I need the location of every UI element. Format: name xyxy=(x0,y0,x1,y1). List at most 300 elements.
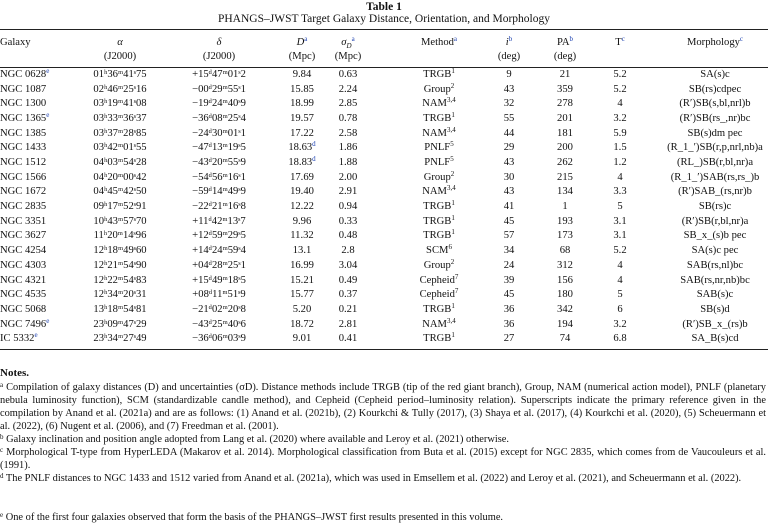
cell-delta-text: −22ᵈ21ᵐ16ˢ8 xyxy=(192,201,246,213)
cell-morph-text: (R_1_′)SAB(rs,rs_)b xyxy=(670,171,760,183)
cell-alpha xyxy=(93,141,146,155)
cell-t-text: 4 xyxy=(617,259,623,271)
cell-pa-text: 68 xyxy=(559,245,571,257)
cell-delta-text: +04ᵈ28ᵐ25ˢ1 xyxy=(192,259,246,271)
subscript: D xyxy=(346,42,352,51)
cell-pa xyxy=(557,171,573,185)
cell-delta-text: −00ᵈ29ᵐ55ˢ1 xyxy=(192,83,246,95)
cell-morph xyxy=(687,127,742,141)
cell-t-text: 5.2 xyxy=(613,69,627,80)
cell-d-text: 18.99 xyxy=(290,98,314,110)
cell-sigma-text: 0.48 xyxy=(338,230,358,242)
cell-sigma-text: 0.78 xyxy=(338,113,358,125)
cell-sigma-text: 1.88 xyxy=(338,157,358,169)
cell-delta xyxy=(192,112,246,126)
cell-galaxy-text: NGC 5068 xyxy=(0,303,47,315)
cell-incl-text: 39 xyxy=(503,274,515,286)
superscript: 7 xyxy=(454,287,459,296)
cell-alpha xyxy=(93,318,146,332)
cell-morph-text: (R′)SAB_(rs,nr)b xyxy=(678,186,752,198)
cell-pa xyxy=(557,303,573,317)
cell-t xyxy=(617,97,622,111)
cell-method xyxy=(420,288,459,302)
cell-galaxy xyxy=(0,97,46,111)
cell-method xyxy=(424,156,453,170)
note-d-text: The PNLF distances to NGC 1433 and 1512 varied from Anand et al. (2021a), which was used in Emsellem et al. (2022) and Leroy et al. (2021), and Scheuermann et al. (2022). xyxy=(5,473,742,484)
cell-sigma xyxy=(339,83,358,97)
cell-pa xyxy=(557,229,573,243)
superscript: 2 xyxy=(450,81,455,90)
superscript: 1 xyxy=(451,111,455,120)
cell-galaxy-text: NGC 3627 xyxy=(0,230,47,242)
cell-t-text: 3.1 xyxy=(613,215,627,227)
cell-morph-text: (R_1_′)SB(r,p,nrl,nb)a xyxy=(667,142,763,154)
cell-d-text: 15.77 xyxy=(290,289,314,301)
cell-d xyxy=(290,200,314,214)
note-a-text: Compilation of galaxy distances (D) and uncertainties (σD). Distance methods include TRGB (tip of the red giant branch), Group, NAM (numerical action model), PNLF (planetary nebula luminosity function), SCM (standardizable candle method), and Cepheid (Cepheid period–luminosity relation). Superscripts indicate the primary reference given in the compilation by Anand et al. (2021a) and are as follows: (1) Anand et al. (2021b), (2) Kourkchi & Tully (2017), (3) Shaya et al. (2017), (4) Kourkchi et al. (2020), (5) Scheuermann et al. (2022), (6) Nugent et al. (2006), and (7) Freedman et al. (2001). xyxy=(0,382,766,432)
cell-d-text: 18.72 xyxy=(290,318,314,330)
cell-method xyxy=(424,83,455,97)
superscript: 6 xyxy=(448,243,452,252)
superscript: e xyxy=(46,111,50,120)
cell-galaxy xyxy=(0,215,46,229)
cell-morph-text: SAB(s)c xyxy=(696,289,734,301)
cell-t xyxy=(613,83,626,97)
cell-method-text: TRGB xyxy=(423,303,452,315)
cell-delta-text: −21ᵈ02ᵐ20ˢ8 xyxy=(192,303,246,315)
cell-d-text: 18.63 xyxy=(288,142,313,154)
cell-delta xyxy=(192,215,245,229)
cell-sigma-text: 0.41 xyxy=(338,333,358,345)
cell-pa-text: 74 xyxy=(559,333,571,345)
cell-pa-text: 134 xyxy=(557,186,573,198)
cell-morph-text: SB(s)d xyxy=(700,303,730,315)
cell-method-text: SCM xyxy=(426,245,449,257)
cell-d xyxy=(290,83,314,97)
cell-pa-text: 173 xyxy=(557,230,573,242)
cell-delta xyxy=(192,259,246,273)
cell-morph-text: SA(s)c xyxy=(700,69,730,80)
superscript: 3,4 xyxy=(446,316,456,325)
cell-galaxy-text: NGC 1512 xyxy=(0,157,47,169)
header-method-label: Method xyxy=(420,37,454,48)
cell-sigma xyxy=(339,141,358,155)
cell-t-text: 1.2 xyxy=(613,157,627,169)
cell-sigma xyxy=(339,68,358,82)
note-b: $^b$ Galaxy inclination and position angle adopted from Lang et al. (2020) where available and Leroy et al. (2021) otherwise. xyxy=(0,433,510,445)
cell-t-text: 6.8 xyxy=(613,333,627,345)
cell-pa-text: 21 xyxy=(559,69,571,80)
cell-t-text: 3.2 xyxy=(613,318,627,330)
cell-delta-text: −47ᵈ13ᵐ19ˢ5 xyxy=(192,142,246,154)
cell-pa-text: 215 xyxy=(557,171,573,183)
header-incl-unit xyxy=(498,50,520,63)
superscript: e xyxy=(34,331,38,340)
header-alpha-unit xyxy=(104,50,136,63)
cell-morph xyxy=(692,244,739,258)
superscript: a xyxy=(351,35,355,43)
cell-morph-text: SA(s)c pec xyxy=(691,245,739,257)
superscript: a xyxy=(304,35,308,43)
cell-t xyxy=(613,332,626,346)
cell-pa-text: 1 xyxy=(562,201,568,213)
header-d-label: D xyxy=(296,37,305,48)
cell-incl xyxy=(504,156,515,170)
cell-pa-text: 181 xyxy=(557,127,573,139)
cell-incl xyxy=(504,200,515,214)
cell-t xyxy=(617,288,622,302)
cell-alpha-text: 03ʰ33ᵐ36ˢ37 xyxy=(93,113,147,125)
cell-method xyxy=(423,112,455,126)
cell-incl-text: 57 xyxy=(503,230,515,242)
cell-incl xyxy=(504,127,515,141)
cell-alpha-text: 03ʰ37ᵐ28ˢ85 xyxy=(93,127,147,139)
header-sigma-unit-text: (Mpc) xyxy=(334,51,362,62)
cell-galaxy xyxy=(0,332,38,346)
cell-alpha xyxy=(93,156,146,170)
cell-t xyxy=(617,274,622,288)
cell-pa xyxy=(557,141,573,155)
cell-alpha-text: 23ʰ09ᵐ47ˢ29 xyxy=(93,318,147,330)
cell-pa-text: 201 xyxy=(557,113,573,125)
cell-d xyxy=(290,229,313,243)
cell-morph xyxy=(700,303,729,317)
cell-morph xyxy=(679,97,750,111)
cell-method-text: PNLF xyxy=(424,142,451,154)
cell-t-text: 5 xyxy=(617,289,623,301)
cell-morph xyxy=(691,332,738,346)
cell-incl-text: 27 xyxy=(503,333,515,345)
cell-galaxy xyxy=(0,171,46,185)
superscript: b xyxy=(508,35,513,43)
cell-t xyxy=(617,259,622,273)
cell-delta-text: −43ᵈ20ᵐ55ˢ9 xyxy=(192,157,246,169)
cell-sigma xyxy=(339,127,358,141)
cell-morph xyxy=(682,215,749,229)
cell-morph-text: (RL_)SB(r,bl,nr)a xyxy=(676,157,754,169)
cell-t-text: 3.3 xyxy=(613,186,627,198)
cell-incl-text: 41 xyxy=(503,201,515,213)
header-galaxy xyxy=(0,36,31,49)
cell-delta-text: −59ᵈ14ᵐ49ˢ9 xyxy=(192,186,246,198)
header-incl-unit-text: (deg) xyxy=(497,51,521,62)
cell-galaxy xyxy=(0,200,46,214)
cell-pa xyxy=(562,200,567,214)
cell-alpha-text: 02ʰ46ᵐ25ˢ16 xyxy=(93,83,147,95)
cell-pa xyxy=(557,127,573,141)
cell-t xyxy=(617,171,622,185)
cell-d xyxy=(288,156,315,170)
cell-method xyxy=(422,185,455,199)
cell-incl xyxy=(504,141,515,155)
cell-alpha xyxy=(93,259,146,273)
cell-pa xyxy=(560,68,571,82)
cell-delta xyxy=(192,171,246,185)
cell-method-text: Group xyxy=(423,83,451,95)
cell-galaxy xyxy=(0,112,49,126)
cell-alpha-text: 09ʰ17ᵐ52ˢ91 xyxy=(93,201,147,213)
superscript: c xyxy=(621,35,625,43)
cell-morph xyxy=(678,185,752,199)
cell-d-text: 12.22 xyxy=(290,201,314,213)
cell-incl-text: 55 xyxy=(503,113,515,125)
cell-d xyxy=(290,259,314,273)
cell-sigma xyxy=(339,215,358,229)
cell-delta-text: +08ᵈ11ᵐ51ˢ9 xyxy=(192,289,246,301)
cell-method-text: PNLF xyxy=(424,157,451,169)
cell-method-text: NAM xyxy=(422,186,447,198)
cell-pa xyxy=(557,83,573,97)
cell-d xyxy=(290,127,314,141)
header-pa-unit-text: (deg) xyxy=(553,51,577,62)
cell-delta-text: −19ᵈ24ᵐ40ˢ9 xyxy=(192,98,246,110)
header-d xyxy=(297,36,308,49)
cell-d-text: 19.40 xyxy=(290,186,314,198)
cell-pa-text: 262 xyxy=(557,157,573,169)
cell-method-text: Cepheid xyxy=(419,289,455,301)
cell-alpha xyxy=(93,97,146,111)
cell-delta xyxy=(192,127,246,141)
cell-incl-text: 36 xyxy=(503,303,515,315)
cell-incl-text: 29 xyxy=(503,142,515,154)
cell-morph xyxy=(667,141,763,155)
header-delta-unit xyxy=(203,50,235,63)
cell-method-text: TRGB xyxy=(423,333,452,345)
cell-incl xyxy=(504,332,515,346)
note-a: $^a$ Compilation of galaxy distances (D) and uncertainties (σD). Distance methods include TRGB (tip of the red giant branch), Group, NAM (numerical action model), PNLF (planetary nebula luminosity function), SCM (standardizable candle method), and Cepheid (Cepheid period–luminosity relation). Superscripts indicate the primary reference given in the compilation by Anand et al. (2021a) and are as follows: (1) Anand et al. (2021b), (2) Kourkchi & Tully (2017), (3) Shaya et al. (2017), (4) Kourkchi et al. (2020), (5) Scheuermann et al. (2022), (6) Nugent et al. (2006), and (7) Freedman et al. (2001). xyxy=(0,381,766,432)
cell-morph xyxy=(684,229,747,243)
cell-galaxy xyxy=(0,127,46,141)
cell-method xyxy=(422,318,455,332)
bottom-rule xyxy=(0,349,768,350)
cell-d xyxy=(293,215,312,229)
cell-t xyxy=(613,156,626,170)
cell-delta xyxy=(192,83,246,97)
superscript: 1 xyxy=(451,67,455,75)
cell-alpha-text: 12ʰ21ᵐ54ˢ90 xyxy=(93,259,147,271)
cell-incl-text: 32 xyxy=(503,98,515,110)
note-e-text: One of the first four galaxies observed that form the basis of the PHANGS–JWST first results presented in this volume. xyxy=(5,512,504,523)
cell-pa xyxy=(557,97,573,111)
header-t-label: T xyxy=(615,37,622,48)
cell-incl xyxy=(504,303,515,317)
cell-delta xyxy=(192,200,246,214)
cell-sigma xyxy=(339,259,358,273)
cell-d-text: 18.83 xyxy=(288,157,313,169)
header-d-unit xyxy=(289,50,315,63)
cell-morph xyxy=(680,112,751,126)
cell-incl xyxy=(504,229,515,243)
cell-sigma xyxy=(339,171,358,185)
cell-sigma xyxy=(341,244,354,258)
cell-pa-text: 200 xyxy=(557,142,573,154)
superscript: c xyxy=(739,35,744,43)
cell-method xyxy=(423,332,455,346)
cell-pa xyxy=(557,288,573,302)
superscript: 1 xyxy=(451,199,455,208)
cell-alpha xyxy=(93,185,146,199)
cell-incl xyxy=(506,68,511,82)
cell-t-text: 6 xyxy=(617,303,623,315)
cell-alpha xyxy=(93,68,146,82)
cell-pa-text: 359 xyxy=(557,83,573,95)
superscript: b xyxy=(569,35,574,43)
cell-sigma-text: 1.86 xyxy=(338,142,358,154)
cell-delta xyxy=(192,244,246,258)
cell-method-text: TRGB xyxy=(423,230,452,242)
cell-pa xyxy=(557,274,573,288)
cell-method xyxy=(422,127,455,141)
cell-galaxy-text: NGC 4254 xyxy=(0,245,47,257)
cell-delta xyxy=(192,156,246,170)
cell-method xyxy=(426,244,452,258)
cell-morph-text: SB(rs)c xyxy=(698,201,732,213)
cell-t-text: 3.1 xyxy=(613,230,627,242)
cell-d-text: 11.32 xyxy=(290,230,314,242)
cell-sigma-text: 2.58 xyxy=(338,127,358,139)
cell-delta-text: −36ᵈ08ᵐ25ˢ4 xyxy=(192,113,246,125)
superscript: 3,4 xyxy=(446,125,456,134)
superscript: d xyxy=(312,140,316,149)
header-d-unit-text: (Mpc) xyxy=(288,51,316,62)
superscript: 5 xyxy=(450,155,454,164)
cell-t-text: 3.2 xyxy=(613,113,627,125)
cell-alpha xyxy=(93,112,146,126)
header-pa-label: PA xyxy=(556,37,570,48)
cell-morph-text: (R′)SB(r,bl,nr)a xyxy=(681,215,749,227)
cell-pa xyxy=(557,215,573,229)
note-b-text: Galaxy inclination and position angle adopted from Lang et al. (2020) where available and Leroy et al. (2021) otherwise. xyxy=(6,434,510,445)
cell-pa-text: 193 xyxy=(557,215,573,227)
cell-sigma-text: 0.37 xyxy=(338,289,358,301)
cell-method xyxy=(423,303,455,317)
cell-morph xyxy=(689,83,741,97)
cell-delta-text: −43ᵈ25ᵐ40ˢ6 xyxy=(192,318,246,330)
note-c-text: Morphological T-type from HyperLEDA (Makarov et al. 2014). Morphological classification from Buta et al. (2015) except for NGC 2835, which comes from de Vaucouleurs et al. (1991). xyxy=(0,447,766,471)
header-method xyxy=(421,36,457,49)
cell-delta xyxy=(192,141,246,155)
cell-method-text: NAM xyxy=(422,127,447,139)
cell-morph xyxy=(682,318,747,332)
cell-sigma xyxy=(339,288,358,302)
cell-d xyxy=(290,288,314,302)
cell-incl xyxy=(504,185,515,199)
superscript: 7 xyxy=(454,272,459,281)
cell-galaxy xyxy=(0,318,49,332)
cell-d xyxy=(290,185,314,199)
cell-method-text: Group xyxy=(423,259,451,271)
cell-t xyxy=(613,185,626,199)
superscript: 1 xyxy=(451,213,455,222)
cell-galaxy-text: NGC 1365 xyxy=(0,113,47,125)
cell-galaxy-text: NGC 1672 xyxy=(0,186,47,198)
cell-delta xyxy=(192,229,246,243)
cell-t-text: 5.9 xyxy=(613,127,627,139)
cell-method xyxy=(423,68,455,82)
cell-t-text: 4 xyxy=(617,274,623,286)
cell-delta xyxy=(192,97,246,111)
header-delta-label: δ xyxy=(216,37,222,48)
cell-galaxy-text: NGC 2835 xyxy=(0,201,47,213)
cell-pa xyxy=(557,156,573,170)
cell-galaxy xyxy=(0,229,46,243)
cell-morph-text: SB(rs)cdpec xyxy=(688,83,742,95)
cell-delta xyxy=(192,274,246,288)
cell-incl xyxy=(504,112,515,126)
cell-morph-text: (R′)SB(s,bl,nrl)b xyxy=(679,98,751,110)
cell-incl-text: 24 xyxy=(503,259,515,271)
cell-sigma xyxy=(339,332,358,346)
cell-galaxy-text: NGC 1566 xyxy=(0,171,47,183)
cell-pa xyxy=(560,244,571,258)
cell-method xyxy=(423,229,455,243)
cell-galaxy-text: IC 5332 xyxy=(0,333,35,345)
cell-method-text: TRGB xyxy=(423,201,452,213)
note-e: $^e$ One of the first four galaxies observed that form the basis of the PHANGS–JWST first results presented in this volume. xyxy=(0,511,504,523)
cell-method-text: TRGB xyxy=(423,113,452,125)
cell-alpha-text: 12ʰ18ᵐ49ˢ60 xyxy=(93,245,147,257)
cell-t-text: 5.2 xyxy=(613,245,627,257)
cell-sigma-text: 2.8 xyxy=(341,245,355,257)
cell-d-text: 9.96 xyxy=(292,215,312,227)
cell-pa-text: 278 xyxy=(557,98,573,110)
cell-galaxy xyxy=(0,259,46,273)
cell-incl xyxy=(504,171,515,185)
cell-delta-text: −54ᵈ56ᵐ16ˢ1 xyxy=(192,171,246,183)
cell-incl-text: 43 xyxy=(503,186,515,198)
cell-delta-text: +12ᵈ59ᵐ29ˢ5 xyxy=(192,230,246,242)
cell-alpha xyxy=(93,332,146,346)
cell-alpha xyxy=(93,200,146,214)
cell-alpha-text: 04ʰ20ᵐ00ˢ42 xyxy=(93,171,147,183)
cell-incl-text: 45 xyxy=(503,289,515,301)
cell-t xyxy=(617,200,622,214)
header-sigma-unit xyxy=(335,50,361,63)
cell-morph xyxy=(687,259,743,273)
cell-t xyxy=(613,318,626,332)
cell-sigma-text: 0.33 xyxy=(338,215,358,227)
cell-d xyxy=(293,68,312,82)
cell-t xyxy=(613,141,626,155)
cell-d-text: 15.21 xyxy=(290,274,314,286)
cell-alpha-text: 11ʰ20ᵐ14ˢ96 xyxy=(93,230,147,242)
cell-galaxy-text: NGC 4535 xyxy=(0,289,47,301)
superscript: 3,4 xyxy=(446,96,456,105)
cell-d-text: 16.99 xyxy=(290,259,314,271)
cell-alpha-text: 12ʰ34ᵐ20ˢ31 xyxy=(93,289,147,301)
superscript: 5 xyxy=(450,140,454,149)
cell-alpha xyxy=(93,215,146,229)
cell-delta xyxy=(192,288,245,302)
cell-d xyxy=(290,171,314,185)
cell-morph-text: (R′)SB_x_(rs)b xyxy=(682,318,748,330)
cell-morph xyxy=(699,200,731,214)
cell-sigma-text: 2.81 xyxy=(338,318,358,330)
cell-alpha-text: 12ʰ22ᵐ54ˢ83 xyxy=(93,274,147,286)
superscript: 2 xyxy=(450,169,455,178)
cell-t xyxy=(617,303,622,317)
cell-d-text: 15.85 xyxy=(290,83,314,95)
cell-sigma-text: 2.00 xyxy=(338,171,358,183)
cell-sigma-text: 2.91 xyxy=(338,186,358,198)
cell-galaxy xyxy=(0,141,46,155)
cell-morph-text: SB_x_(s)b pec xyxy=(683,230,747,242)
cell-d-text: 9.84 xyxy=(292,69,312,80)
cell-galaxy xyxy=(0,274,46,288)
cell-alpha-text: 04ʰ03ᵐ54ˢ28 xyxy=(93,157,147,169)
cell-galaxy xyxy=(0,83,46,97)
cell-delta-text: +11ᵈ42ᵐ13ˢ7 xyxy=(192,215,246,227)
